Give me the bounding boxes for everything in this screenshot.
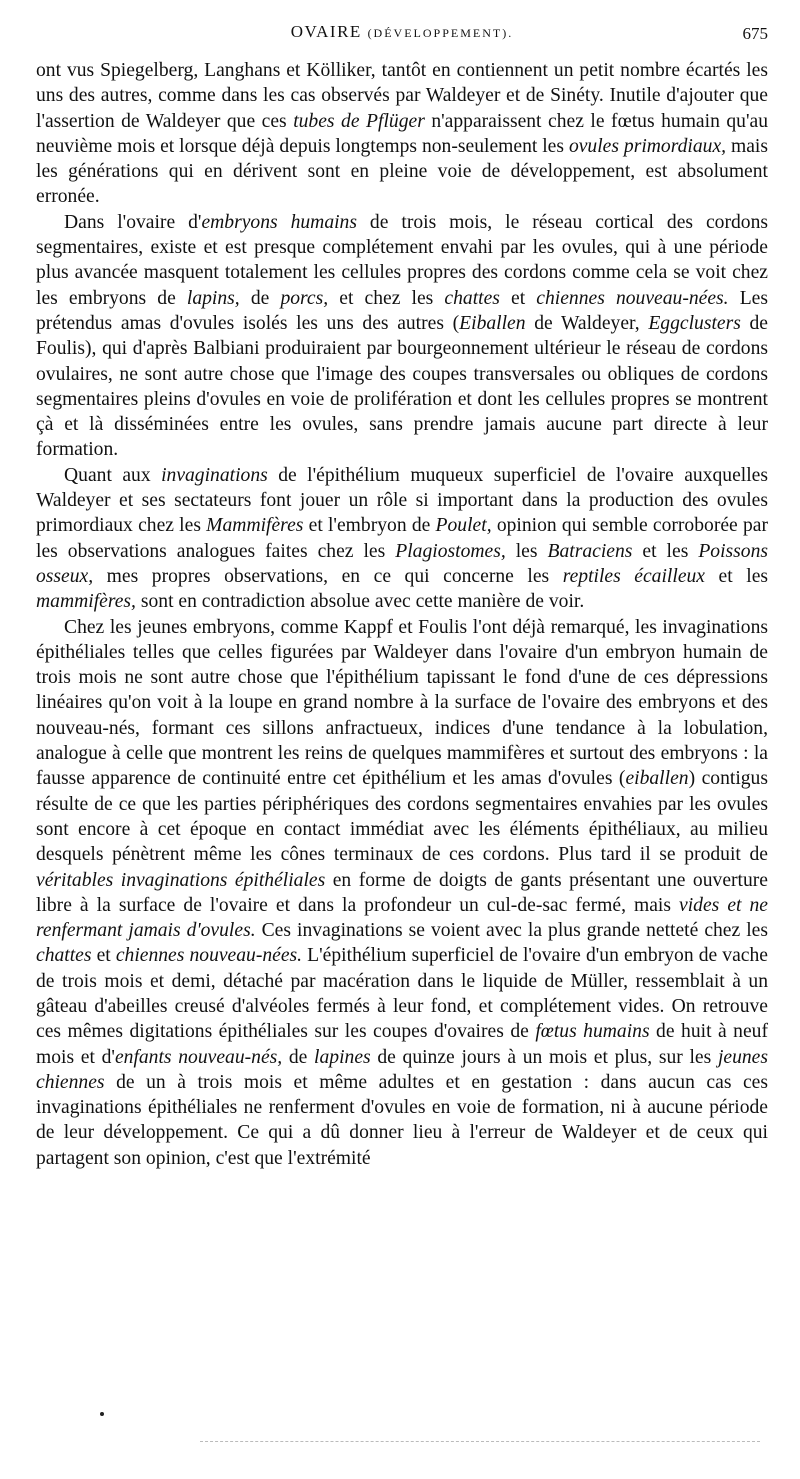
italic-run: invaginations: [161, 464, 268, 486]
paragraph: [36, 463, 768, 615]
text-run: sont en contradiction absolue avec cette manière de voir.: [135, 591, 585, 613]
italic-run: Poissons osseux,: [36, 540, 769, 587]
text-run: et les: [705, 565, 769, 587]
text-run: et l'embryon de: [303, 515, 436, 537]
italic-run: lapins,: [186, 287, 240, 309]
italic-run: reptiles écailleux: [562, 565, 706, 587]
italic-run: ovules primordiaux,: [568, 135, 727, 157]
section-subtitle: (DÉVELOPPEMENT).: [367, 26, 514, 40]
text-run: et chez les: [328, 287, 445, 309]
text-run: de un à trois mois et même adultes et en gestation : dans aucun cas ces invaginations épithéliales ne renferment d'ovules en voie de formation, ni à aucune période de leur développement. Ce qui a dû donner lieu à l'erreur de Waldeyer et de ceux qui partagent son opinion, c'est que l'extrémité: [36, 1071, 768, 1169]
paragraph: [36, 210, 768, 463]
ink-speck: [100, 1412, 104, 1416]
italic-run: eiballen: [625, 768, 689, 790]
italic-run: Plagiostomes,: [395, 540, 506, 562]
text-run: n'apparaissent chez le fœtus humain qu'au neuvième mois et lorsque déjà depuis longtemps non-seulement les: [36, 110, 768, 157]
text-run: Dans l'ovaire d': [64, 211, 202, 233]
italic-run: Mammifères: [206, 515, 304, 537]
text-run: de l'épithélium muqueux superficiel de l'ovaire auxquelles Waldeyer et ses sectateurs font jouer un rôle si important dans la production des ovules primordiaux chez les: [36, 464, 768, 537]
body-text: [36, 58, 768, 1171]
text-run: de Waldeyer,: [525, 312, 649, 334]
text-run: de huit à neuf mois et d': [36, 1021, 768, 1068]
italic-run: enfants nouveau-nés,: [114, 1046, 283, 1068]
show-through-line: [200, 1441, 760, 1442]
text-run: ont vus Spiegelberg, Langhans et Kölliker, tantôt en contiennent un petit nombre écartés les uns des autres, comme dans les cas observés par Waldeyer et de Sinéty. Inutile d'ajouter que l'assertion de Waldeyer que ces: [36, 60, 768, 132]
text-run: Chez les jeunes embryons, comme Kappf et Foulis l'ont déjà remarqué, les invaginations épithéliales telles que celles figurées par Waldeyer dans l'ovaire d'un embryon humain de trois mois ne sont autre chose que l'épithélium tapissant le fond d'une de ces dépressions linéaires qu'on voit à la loupe en grand nombre à la surface de l'ovaire des embryons et des nouveau-nés, formant ces sillons anfractueux, indices d'une tendance à la lobulation, analogue à celle que montrent les reins de quelques mammifères et surtout des embryons : la fausse apparence de continuité entre cet épithélium et les amas d'ovules (: [36, 616, 768, 790]
italic-run: embryons humains: [201, 211, 357, 233]
text-run: et: [91, 945, 116, 967]
text-run: en forme de doigts de gants présentant une ouverture libre à la surface de l'ovaire et dans la profondeur un cul-de-sac fermé, mais: [36, 869, 768, 916]
text-run: opinion qui semble corroborée par les observations analogues faites chez les: [36, 515, 768, 562]
text-run: ) contigus résulte de ce que les parties périphériques des cordons segmentaires envahies par les ovules sont encore à cet époque en contact immédiat avec les éléments épithéliaux, au milieu desquels pénètrent même les cônes terminaux de ces cordons. Plus tard il se produit de: [36, 768, 768, 866]
italic-run: lapines: [314, 1046, 371, 1068]
italic-run: véritables invaginations épithéliales: [36, 869, 326, 891]
text-run: les: [505, 540, 548, 562]
text-run: de Foulis), qui d'après Balbiani produiraient par bourgeonnement ultérieur le réseau de cordons ovulaires, ne sont autre chose que l'image des coupes transversales ou obliques de cordons segmentaires pleins d'ovules en voie de prolifération et dont les cellules propres se montrent çà et là disséminées entre les ovules, sans prendre jamais aucune part directe à leur formation.: [36, 312, 768, 461]
text-run: de trois mois, le réseau cortical des cordons segmentaires, existe et est presque complétement envahi par les ovules, qui à une période plus avancée masquent totalement les cellules propres des cordons comme cela se voit chez les embryons de: [36, 211, 768, 309]
italic-run: mammifères,: [36, 591, 136, 613]
italic-run: chattes: [36, 945, 92, 967]
page-number: 675: [742, 24, 768, 43]
italic-run: Batraciens: [547, 540, 633, 562]
italic-run: fœtus humains: [535, 1021, 650, 1043]
text-run: de quinze jours à un mois et plus, sur les: [370, 1046, 718, 1068]
running-title: [36, 22, 768, 42]
paragraph: [36, 58, 768, 210]
italic-run: Poulet,: [435, 515, 492, 537]
text-run: et: [499, 287, 537, 309]
text-run: Quant aux: [64, 464, 162, 486]
italic-run: porcs,: [280, 287, 329, 309]
paragraph: [36, 615, 768, 1172]
text-run: de: [282, 1046, 315, 1068]
italic-run: Eiballen: [459, 312, 526, 334]
italic-run: tubes de Pflüger: [293, 110, 425, 132]
italic-run: Eggclusters: [648, 312, 741, 334]
text-run: de: [239, 287, 281, 309]
text-run: mais les générations qui en dérivent sont en pleine voie de développement, est absolument erronée.: [36, 135, 768, 208]
running-head: [36, 10, 768, 43]
italic-run: jeunes chiennes: [36, 1046, 769, 1093]
text-run: Ces invaginations se voient avec la plus grande netteté chez les: [255, 920, 768, 942]
italic-run: chattes: [444, 287, 500, 309]
italic-run: vides et ne renfermant jamais d'ovules.: [36, 894, 768, 942]
text-run: L'épithélium superficiel de l'ovaire d'un embryon de vache de trois mois et demi, détaché par macération dans le liquide de Müller, ressemblait à un gâteau d'abeilles creusé d'alvéoles fermés à leur fond, et complétement vides. On retrouve ces mêmes digitations épithéliales sur les coupes d'ovaires de: [36, 945, 768, 1043]
italic-run: chiennes nouveau-nées.: [115, 945, 303, 967]
text-run: Les prétendus amas d'ovules isolés les uns des autres (: [36, 287, 769, 334]
text-run: et les: [632, 540, 699, 562]
section-title: OVAIRE: [290, 22, 362, 41]
italic-run: chiennes nouveau-nées.: [536, 287, 729, 309]
text-run: mes propres observations, en ce qui concerne les: [93, 565, 563, 587]
